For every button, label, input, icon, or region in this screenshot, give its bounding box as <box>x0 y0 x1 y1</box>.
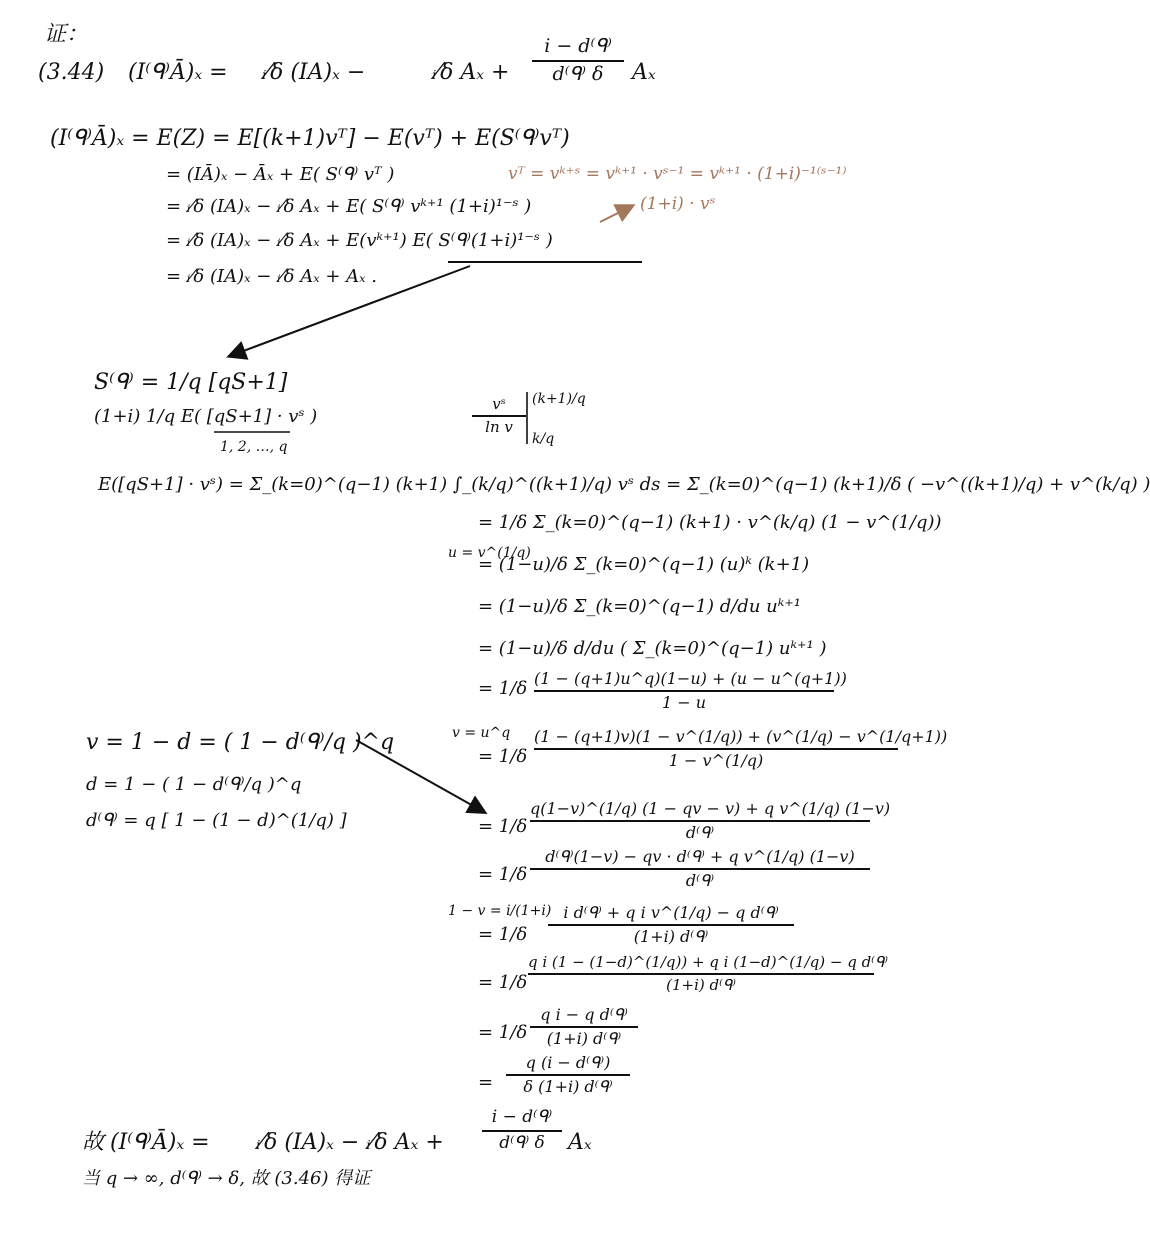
sum-line: = (1−u)/δ d/du ( Σ_(k=0)^(q−1) uᵏ⁺¹ ) <box>478 638 827 659</box>
eq-term1: ᵢ⁄δ (IA)ₓ − <box>262 60 366 85</box>
dq-definition: d⁽ᑫ⁾ = q [ 1 − (1 − d)^(1/q) ] <box>86 810 347 831</box>
frac-prefix: = <box>478 1072 494 1093</box>
derivation-fraction: q i (1 − (1−d)^(1/q)) + q i (1−d)^(1/q) − q d⁽ᑫ⁾ (1+i) d⁽ᑫ⁾ <box>528 953 888 995</box>
derivation-fraction: q(1−v)^(1/q) (1 − qv − v) + q v^(1/q) (1−v) d⁽ᑫ⁾ <box>530 799 891 843</box>
frac-prefix: = 1/δ <box>478 864 528 885</box>
frac-prefix: = 1/δ <box>478 678 528 699</box>
integral-upper-limit: (k+1)/q <box>532 391 586 407</box>
derivation-fraction: (1 − (q+1)u^q)(1−u) + (u − u^(q+1)) 1 − u <box>534 669 847 713</box>
frac-prefix: = 1/δ <box>478 924 528 945</box>
frac-prefix: = 1/δ <box>478 816 528 837</box>
conclusion-lhs: (I⁽ᑫ⁾Ā)ₓ = <box>110 1130 210 1155</box>
s-definition: S⁽ᑫ⁾ = 1/q [qS+1] <box>94 370 288 395</box>
sum-line: = (1−u)/δ Σ_(k=0)^(q−1) d/du uᵏ⁺¹ <box>478 596 802 617</box>
conclusion-prefix: 故 <box>82 1130 105 1155</box>
derivation-line: (I⁽ᑫ⁾Ā)ₓ = E(Z) = E[(k+1)vᵀ] − E(vᵀ) + E(S⁽ᑫ⁾vᵀ) <box>50 126 570 151</box>
frac-prefix: = 1/δ <box>478 746 528 767</box>
s-expression: (1+i) 1/q E( [qS+1] · vˢ ) <box>94 406 318 427</box>
derivation-line: = (IĀ)ₓ − Āₓ + E( S⁽ᑫ⁾ vᵀ ) <box>166 164 395 185</box>
substitution-label: v = u^q <box>452 725 511 741</box>
frac-prefix: = 1/δ <box>478 972 528 993</box>
v-definition: v = 1 − d = ( 1 − d⁽ᑫ⁾/q )^q <box>86 730 395 755</box>
frac-prefix: = 1/δ <box>478 1022 528 1043</box>
derivation-line: = ᵢ⁄δ (IA)ₓ − ᵢ⁄δ Aₓ + E(vᵏ⁺¹) E( S⁽ᑫ⁾(1+i)¹⁻ˢ ) <box>166 230 553 251</box>
derivation-line: = ᵢ⁄δ (IA)ₓ − ᵢ⁄δ Aₓ + Aₓ . <box>166 266 377 287</box>
eq-term2: ᵢ⁄δ Aₓ + <box>432 60 510 85</box>
side-note-2: (1+i) · vˢ <box>640 194 716 214</box>
proof-heading: 证： <box>44 22 89 47</box>
integral-lower-limit: k/q <box>532 431 555 447</box>
arrow-to-s-block <box>230 266 470 356</box>
sum-line: = 1/δ Σ_(k=0)^(q−1) (k+1) · v^(k/q) (1 − v^(1/q)) <box>478 512 942 533</box>
eq-fraction-num: i − d⁽ᑫ⁾ <box>544 35 612 57</box>
sum-line: = (1−u)/δ Σ_(k=0)^(q−1) (u)ᵏ (k+1) <box>478 554 810 575</box>
d-definition: d = 1 − ( 1 − d⁽ᑫ⁾/q )^q <box>86 774 302 795</box>
arrow-to-fraction <box>356 740 484 812</box>
eq-ref: (3.44) <box>38 60 105 85</box>
derivation-fraction: i d⁽ᑫ⁾ + q i v^(1/q) − q d⁽ᑫ⁾ (1+i) d⁽ᑫ⁾ <box>548 904 794 947</box>
derivation-fraction: q i − q d⁽ᑫ⁾ (1+i) d⁽ᑫ⁾ <box>530 1006 638 1049</box>
arrow-note <box>600 206 632 222</box>
substitution-label: u = v^(1/q) <box>448 545 531 561</box>
eq-lhs: (I⁽ᑫ⁾Ā)ₓ = <box>128 60 228 85</box>
derivation-fraction: d⁽ᑫ⁾(1−v) − qv · d⁽ᑫ⁾ + q v^(1/q) (1−v) d⁽ᑫ⁾ <box>530 848 870 891</box>
derivation-fraction: q (i − d⁽ᑫ⁾) δ (1+i) d⁽ᑫ⁾ <box>506 1054 630 1097</box>
s-range: 1, 2, …, q <box>220 439 288 455</box>
substitution-label: 1 − v = i/(1+i) <box>448 903 552 919</box>
conclusion-fraction: i − d⁽ᑫ⁾ d⁽ᑫ⁾ δ <box>482 1108 562 1153</box>
eq-fraction-den: d⁽ᑫ⁾ δ <box>552 62 604 85</box>
conclusion-terms: ᵢ⁄δ (IA)ₓ − ᵢ⁄δ Aₓ + <box>256 1130 444 1155</box>
derivation-line: = ᵢ⁄δ (IA)ₓ − ᵢ⁄δ Aₓ + E( S⁽ᑫ⁾ vᵏ⁺¹ (1+i)¹⁻ˢ ) <box>166 196 532 217</box>
sum-line: E([qS+1] · vˢ) = Σ_(k=0)^(q−1) (k+1) ∫_(k/q)^((k+1)/q) vˢ ds = Σ_(k=0)^(q−1) (k+1)/δ ( −v^((k+1)/q) + v^(k/q) ) <box>98 474 1150 495</box>
conclusion-tail: Aₓ <box>568 1130 592 1155</box>
integral-hint-fraction: vˢ ln v <box>472 396 526 437</box>
eq-tail: Aₓ <box>632 60 656 85</box>
derivation-fraction: (1 − (q+1)v)(1 − v^(1/q)) + (v^(1/q) − v^(1/q+1)) 1 − v^(1/q) <box>534 727 948 771</box>
final-statement: 当 q → ∞, d⁽ᑫ⁾ → δ, 故 (3.46) 得证 <box>82 1168 371 1189</box>
side-note: vᵀ = vᵏ⁺ˢ = vᵏ⁺¹ · vˢ⁻¹ = vᵏ⁺¹ · (1+i)⁻¹⁽ˢ⁻¹⁾ <box>508 164 847 184</box>
